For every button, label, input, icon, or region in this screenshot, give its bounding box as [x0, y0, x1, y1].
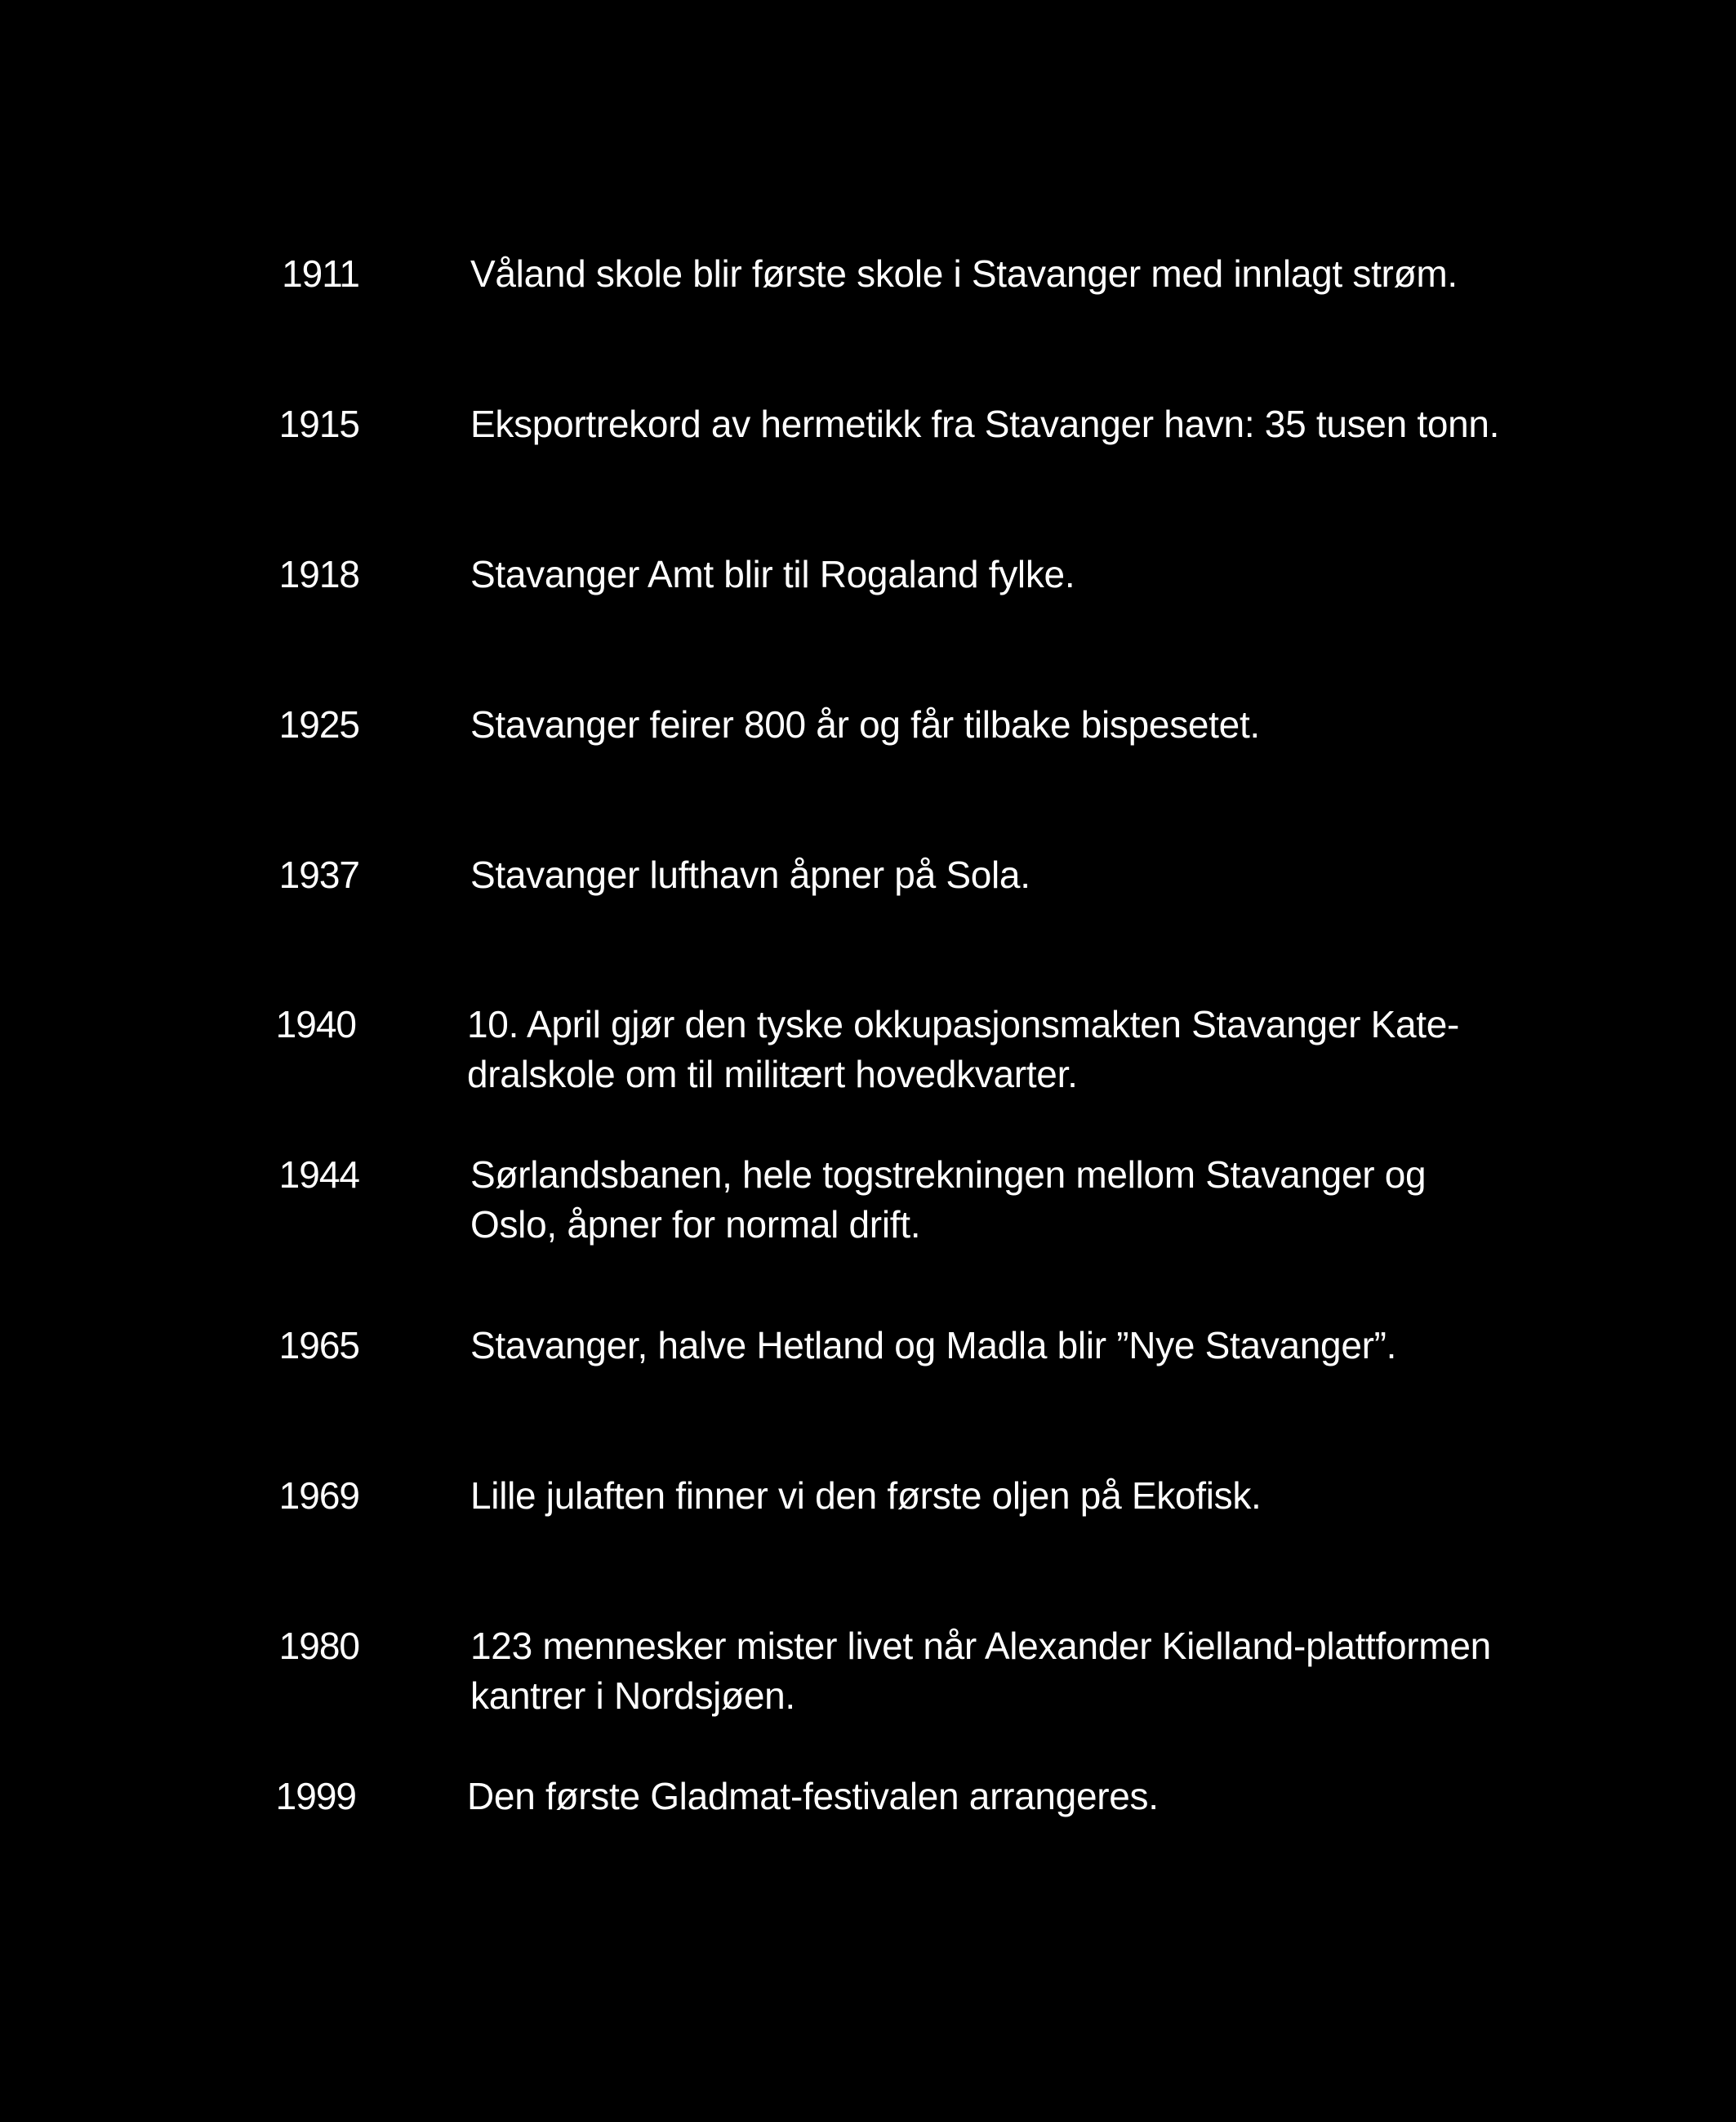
entry-year: 1969 [278, 1474, 359, 1517]
entry-year: 1918 [278, 553, 359, 595]
entry-year: 1937 [278, 854, 359, 896]
entry-text [467, 1000, 1561, 1099]
entry-text-line: 10. April gjør den tyske okkupasjonsmakten Stavanger Kate- [467, 1003, 1460, 1045]
entry-text: Stavanger feirer 800 år og får tilbake bispesetet. [470, 703, 1260, 746]
entry-year: 1911 [282, 252, 359, 295]
entry-year: 1980 [278, 1625, 359, 1667]
entry-text: Den første Gladmat-festivalen arrangeres. [467, 1775, 1159, 1817]
entry-text: Stavanger, halve Hetland og Madla blir ”Nye Stavanger”. [470, 1324, 1397, 1366]
entry-year: 1925 [278, 703, 359, 746]
entry-year: 1915 [278, 403, 359, 445]
entry-text-line: dralskole om til militært hovedkvarter. [467, 1053, 1078, 1095]
entry-year: 1940 [275, 1003, 356, 1045]
entry-text-line: 123 mennesker mister livet når Alexander Kielland-plattformen [470, 1625, 1491, 1667]
entry-text: Stavanger lufthavn åpner på Sola. [470, 854, 1030, 896]
entry-year: 1999 [275, 1775, 356, 1817]
entry-text [470, 1621, 1565, 1721]
entry-text-line: Oslo, åpner for normal drift. [470, 1203, 921, 1246]
entry-text [470, 1150, 1565, 1250]
entry-text: Våland skole blir første skole i Stavanger med innlagt strøm. [470, 252, 1458, 295]
entry-text: Lille julaften finner vi den første oljen på Ekofisk. [470, 1474, 1262, 1517]
entry-text-line: kantrer i Nordsjøen. [470, 1674, 795, 1717]
entry-text-line: Sørlandsbanen, hele togstrekningen mellom Stavanger og [470, 1153, 1427, 1196]
entry-year: 1944 [278, 1153, 359, 1196]
entry-year: 1965 [278, 1324, 359, 1366]
entry-text: Eksportrekord av hermetikk fra Stavanger havn: 35 tusen tonn. [470, 403, 1500, 445]
entry-text: Stavanger Amt blir til Rogaland fylke. [470, 553, 1075, 595]
